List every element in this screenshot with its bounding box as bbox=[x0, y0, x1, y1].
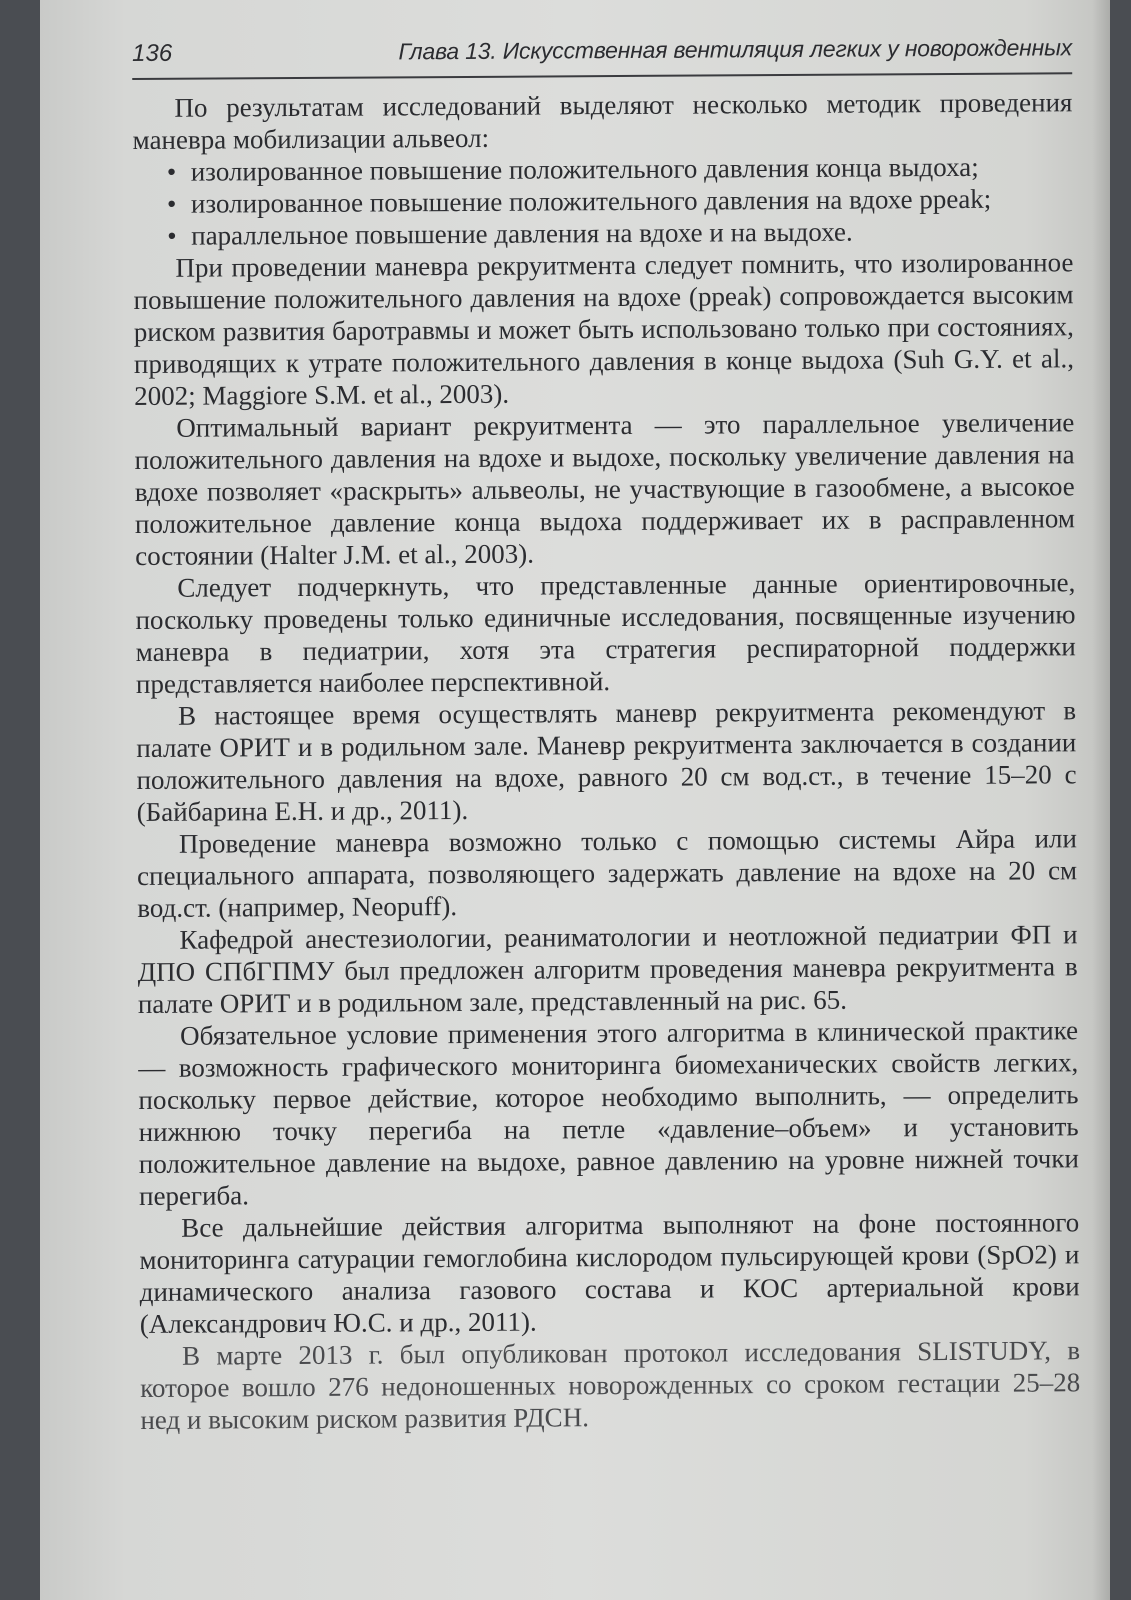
running-title: Глава 13. Искусственная вентиляция легких у новорожденных bbox=[398, 34, 1073, 65]
paragraph: Следует подчеркнуть, что представленные данные ориентировочные, поскольку проведены только единичные исследования, посвященные изучению маневра в педиатрии, хотя эта стратегия респираторной поддержки представляется наиболее перспективной. bbox=[135, 567, 1076, 699]
paragraph: Все дальнейшие действия алгоритма выполняют на фоне постоянного мониторинга сатурации гемоглобина кислородом пульсирующей крови (SpO2) и динамического анализа газового состава и КОС артериальной крови (Александрович Ю.С. и др., 2011). bbox=[139, 1207, 1080, 1339]
page-header bbox=[132, 34, 1072, 80]
page-content bbox=[132, 34, 1081, 1436]
paragraph: При проведении маневра рекруитмента следует помнить, что изолированное повышение положительного давления на вдохе (ppeak) сопровождается высоким риском развития баротравмы и может быть использовано только при состояниях, приводящих к утрате положительного давления в конце выдоха (Suh G.Y. et al., 2002; Maggiore S.M. et al., 2003). bbox=[133, 247, 1075, 411]
paragraph: Оптимальный вариант рекруитмента — это параллельное увеличение положительного давления на вдохе и выдохе, поскольку увеличение давления на вдохе позволяет «раскрыть» альвеолы, не участвующие в газообмене, а высокое положительное давление конца выдоха поддерживает их в расправленном состоянии (Halter J.M. et al., 2003). bbox=[134, 407, 1076, 571]
paragraph: Кафедрой анестезиологии, реаниматологии и неотложной педиатрии ФП и ДПО СПбГПМУ был предложен алгоритм проведения маневра рекруитмента в палате ОРИТ и в родильном зале, представленный на рис. 65. bbox=[137, 919, 1078, 1019]
page-edge-shadow bbox=[1092, 0, 1110, 1600]
method-list bbox=[133, 150, 1074, 252]
intro-paragraph: По результатам исследований выделяют несколько методик проведения маневра мобилизации альвеол: bbox=[132, 87, 1073, 155]
list-item: • изолированное повышение положительного давления конца выдоха; bbox=[167, 150, 1073, 188]
list-item: • параллельное повышение давления на вдохе и на выдохе. bbox=[167, 214, 1073, 252]
page-number: 136 bbox=[132, 39, 173, 67]
body-text bbox=[132, 86, 1080, 1436]
paragraph: В марте 2013 г. был опубликован протокол исследования SLISTUDY, в которое вошло 276 недоношенных новорожденных со сроком гестации 25–28 нед и высоким риском развития РДСН. bbox=[140, 1335, 1081, 1435]
paragraph: Проведение маневра возможно только с помощью системы Айра или специального аппарата, позволяющего задержать давление на вдохе на 20 см вод.ст. (например, Neopuff). bbox=[137, 823, 1078, 923]
paragraph: В настоящее время осуществлять маневр рекруитмента рекомендуют в палате ОРИТ и в родильном зале. Маневр рекруитмента заключается в создании положительного давления на вдохе, равного 20 см вод.ст., в течение 15–20 с (Байбарина Е.Н. и др., 2011). bbox=[136, 695, 1077, 827]
book-page bbox=[40, 0, 1110, 1600]
paragraph: Обязательное условие применения этого алгоритма в клинической практике — возможность графического мониторинга биомеханических свойств легких, поскольку первое действие, которое необходимо выполнить, — определить нижнюю точку перегиба на петле «давление–объем» и установить положительное давление на выдохе, равное давлению на уровне нижней точки перегиба. bbox=[138, 1015, 1079, 1211]
list-item: • изолированное повышение положительного давления на вдохе ppeak; bbox=[167, 182, 1073, 220]
